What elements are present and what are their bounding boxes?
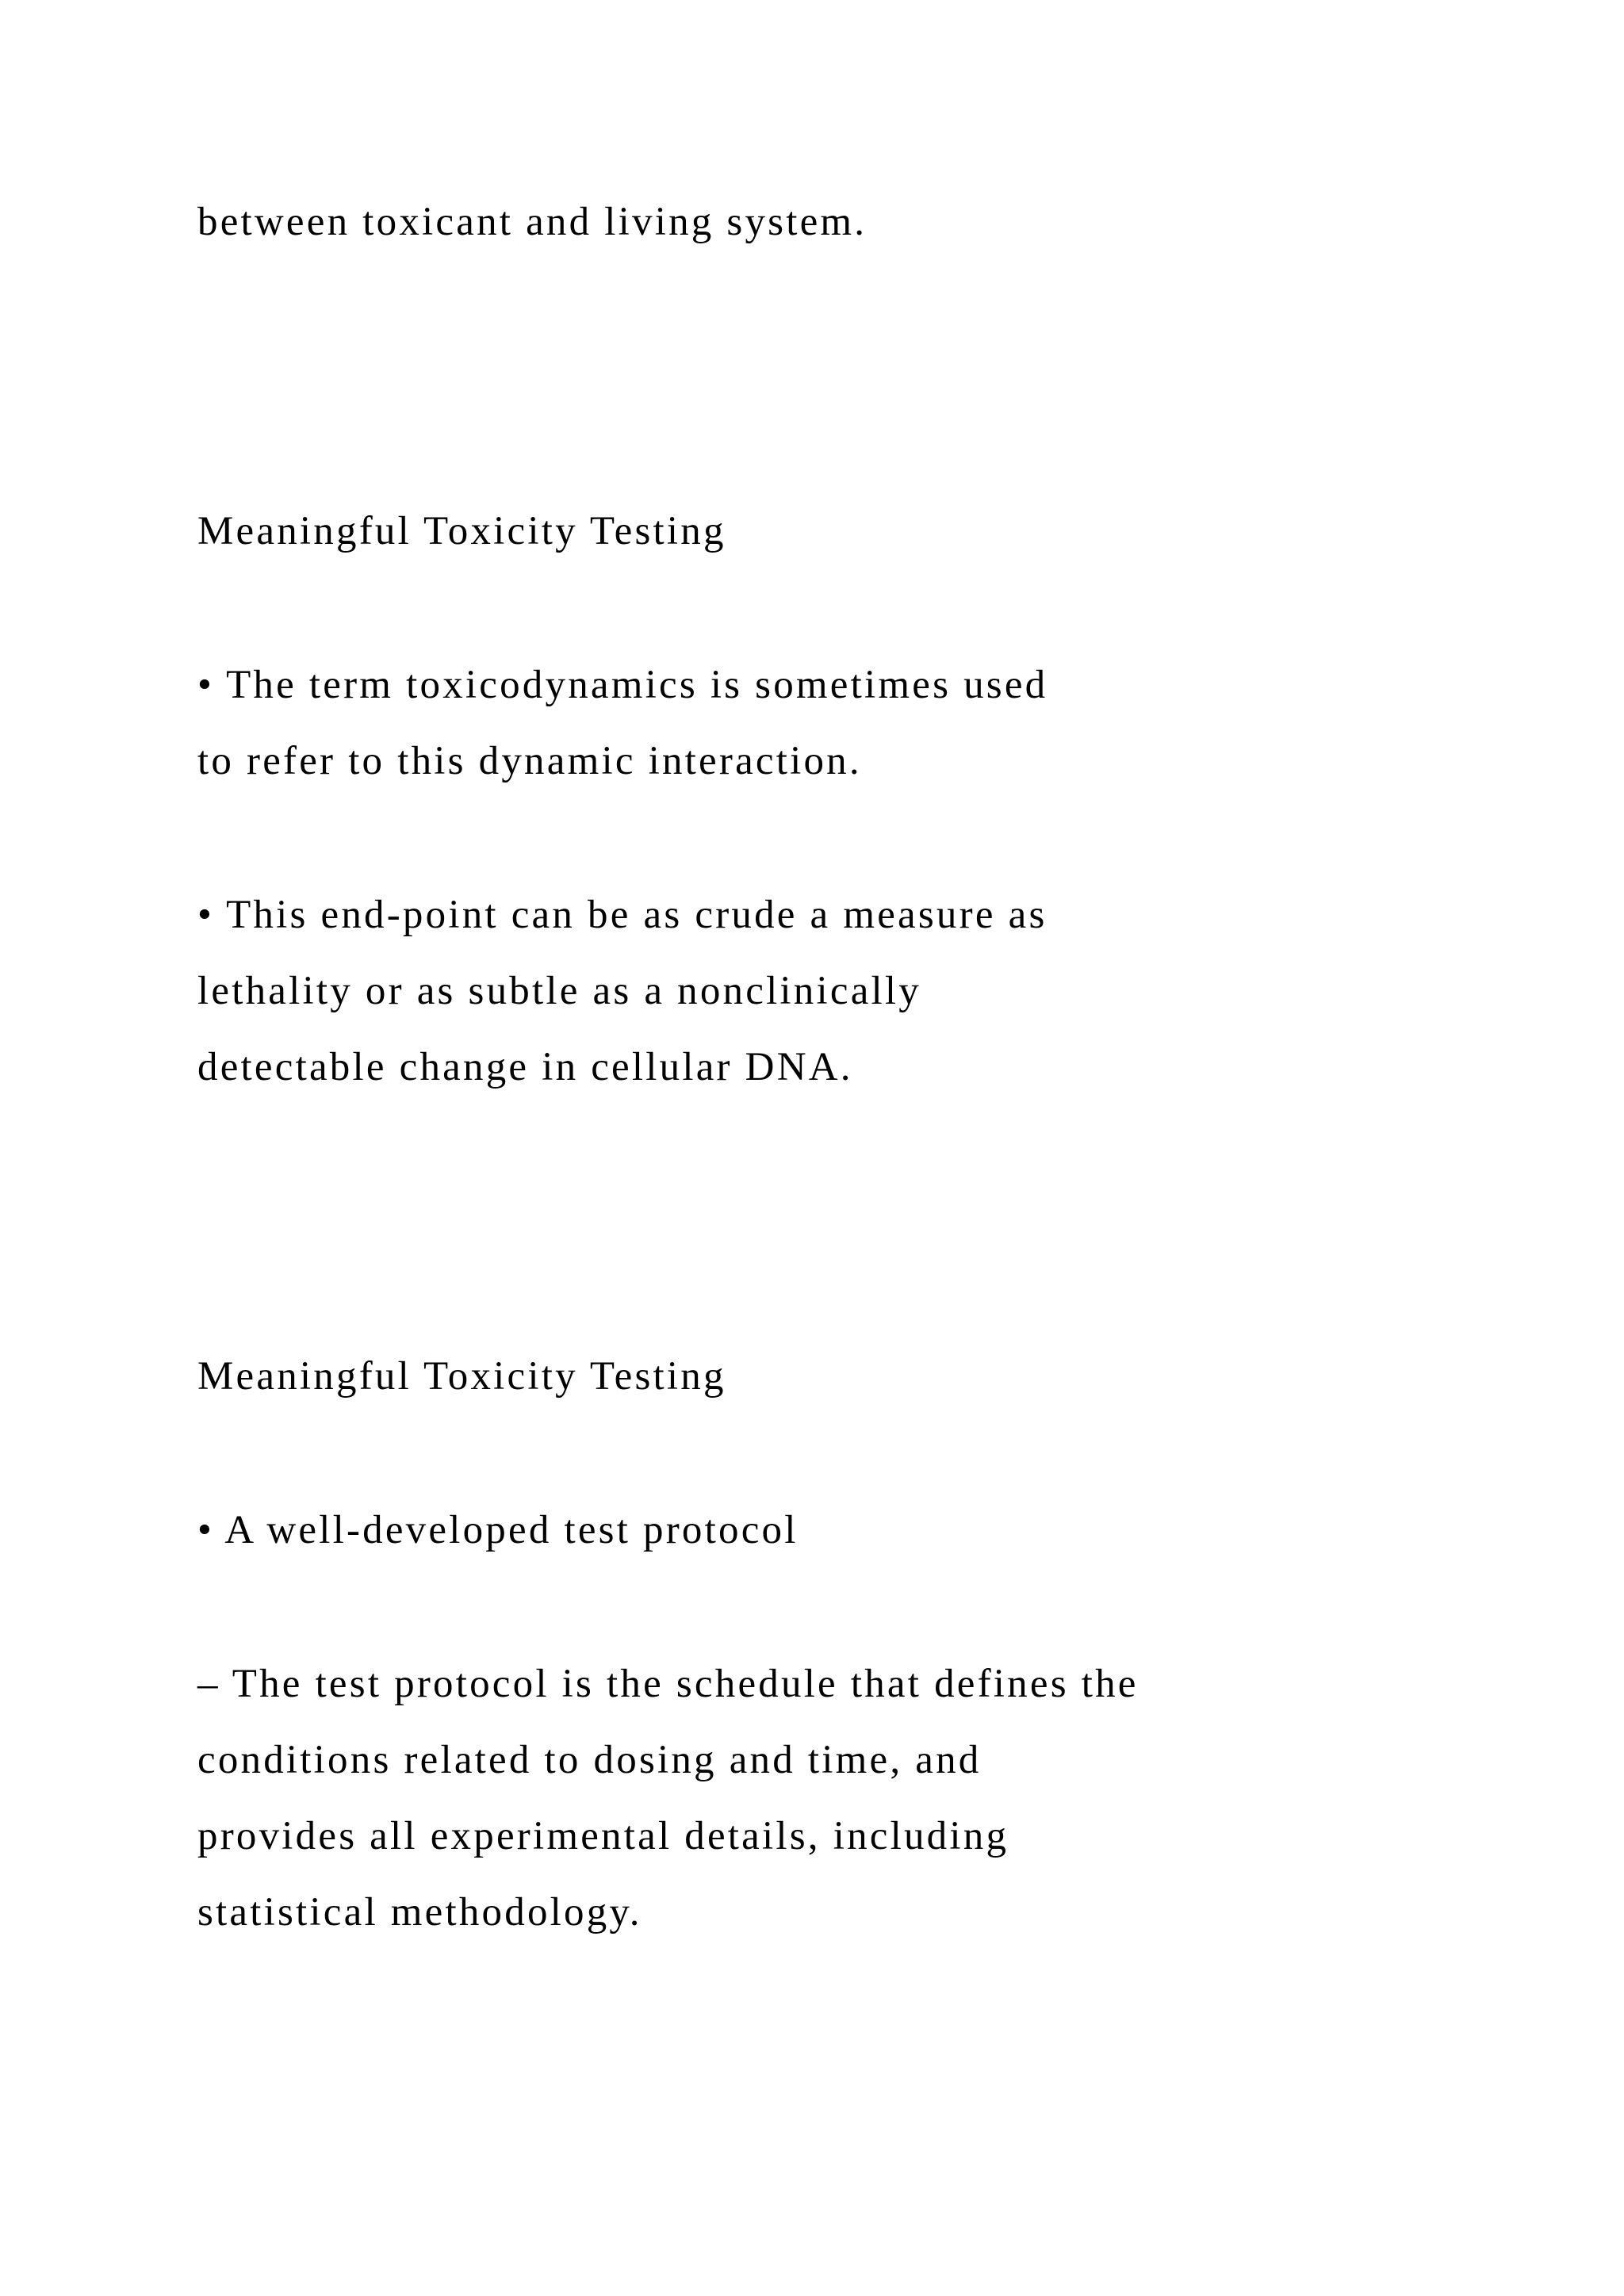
section-heading: Meaningful Toxicity Testing (197, 1354, 726, 1399)
paragraph-line: detectable change in cellular DNA. (197, 1045, 853, 1089)
paragraph-line: statistical methodology. (197, 1890, 642, 1934)
paragraph-line: to refer to this dynamic interaction. (197, 739, 862, 783)
paragraph-line: between toxicant and living system. (197, 200, 868, 244)
bullet-line: • The term toxicodynamics is sometimes used (197, 663, 1048, 707)
bullet-line: • A well-developed test protocol (197, 1508, 799, 1552)
section-heading: Meaningful Toxicity Testing (197, 509, 726, 553)
paragraph-line: lethality or as subtle as a nonclinically (197, 969, 921, 1013)
paragraph-line: conditions related to dosing and time, and (197, 1738, 982, 1782)
dash-line: – The test protocol is the schedule that defines the (197, 1662, 1139, 1706)
paragraph-line: provides all experimental details, including (197, 1814, 1009, 1858)
bullet-line: • This end-point can be as crude a measure as (197, 893, 1048, 937)
